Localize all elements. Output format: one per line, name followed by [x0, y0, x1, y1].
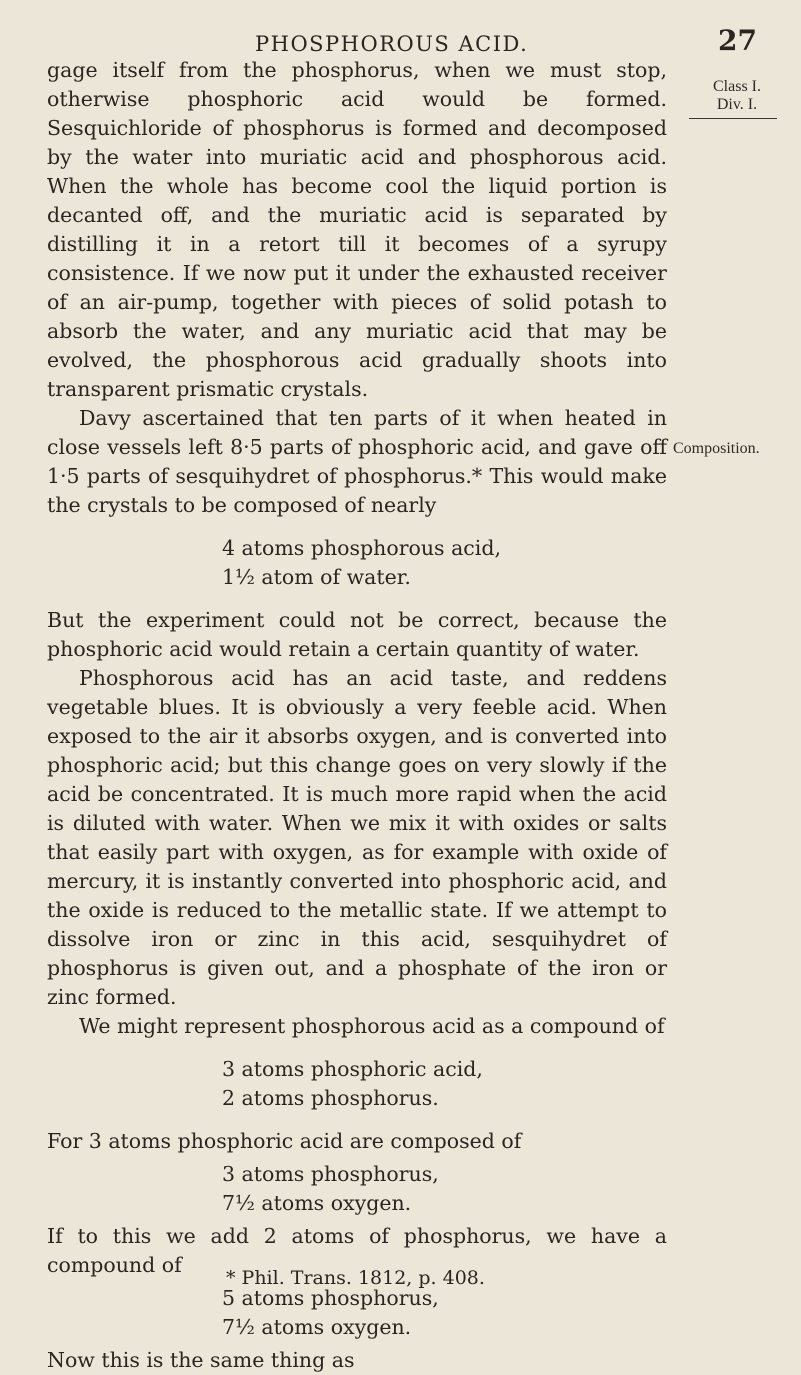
formula-4-line-2: 7½ atoms oxygen.: [222, 1315, 412, 1339]
paragraph-3: But the experiment could not be correct, because the phosphoric acid would retain a certain quantity of water.: [47, 608, 667, 661]
formula-2: [222, 1055, 667, 1113]
paragraph-6: For 3 atoms phosphoric acid are composed of: [47, 1129, 522, 1153]
paragraph-4: Phosphorous acid has an acid taste, and reddens vegetable blues. It is obviously a very feeble acid. When exposed to the air it absorbs oxygen, and is converted into phosphoric acid; but this change goes on very slowly if the acid be concentrated. It is much more rapid when the acid is diluted with water. When we mix it with oxides or salts that easily part with oxygen, as for example with oxide of mercury, it is instantly converted into phosphoric acid, and the oxide is reduced to the metallic state. If we attempt to dissolve iron or zinc in this acid, sesquihydret of phosphorus is given out, and a phosphate of the iron or zinc formed.: [47, 666, 667, 1009]
paragraph-7: If to this we add 2 atoms of phosphorus, we have a compound of: [47, 1224, 667, 1277]
formula-2-line-2: 2 atoms phosphorus.: [222, 1086, 439, 1110]
formula-4: [222, 1284, 667, 1342]
formula-2-line-1: 3 atoms phosphoric acid,: [222, 1057, 483, 1081]
formula-3: [222, 1160, 667, 1218]
page-number: 27: [718, 24, 757, 57]
side-note-class: [697, 78, 777, 119]
formula-3-line-2: 7½ atoms oxygen.: [222, 1191, 412, 1215]
formula-1-line-1: 4 atoms phosphorous acid,: [222, 536, 501, 560]
side-note-composition: Composition.: [673, 440, 760, 457]
paragraph-5: We might represent phosphorous acid as a compound of: [79, 1014, 665, 1038]
side-note-class-line2: Div. I.: [716, 96, 758, 113]
body-text: [47, 56, 667, 1375]
formula-4-line-1: 5 atoms phosphorus,: [222, 1286, 439, 1310]
paragraph-1: gage itself from the phosphorus, when we must stop, otherwise phosphoric acid would be formed. Sesquichloride of phosphorus is formed and decomposed by the water into muriatic acid and phosphorous acid. When the whole has become cool the liquid portion is decanted off, and the muriatic acid is separated by distilling it in a retort till it becomes of a syrupy consistence. If we now put it under the exhausted receiver of an air-pump, together with pieces of solid potash to absorb the water, and any muriatic acid that may be evolved, the phosphorous acid gradually shoots into transparent prismatic crystals.: [47, 58, 667, 401]
formula-1-line-2: 1½ atom of water.: [222, 565, 411, 589]
formula-3-line-1: 3 atoms phosphorus,: [222, 1162, 439, 1186]
paragraph-2: Davy ascertained that ten parts of it when heated in close vessels left 8·5 parts of phosphoric acid, and gave off 1·5 parts of sesquihydret of phosphorus.* This would make the crystals to be composed of nearly: [47, 406, 667, 517]
side-note-rule: [689, 118, 777, 119]
formula-1: [222, 534, 667, 592]
footnote: * Phil. Trans. 1812, p. 408.: [226, 1267, 485, 1289]
paragraph-8: Now this is the same thing as: [47, 1348, 355, 1372]
running-head: PHOSPHOROUS ACID.: [255, 32, 529, 56]
side-note-class-line1: Class I.: [713, 78, 761, 95]
